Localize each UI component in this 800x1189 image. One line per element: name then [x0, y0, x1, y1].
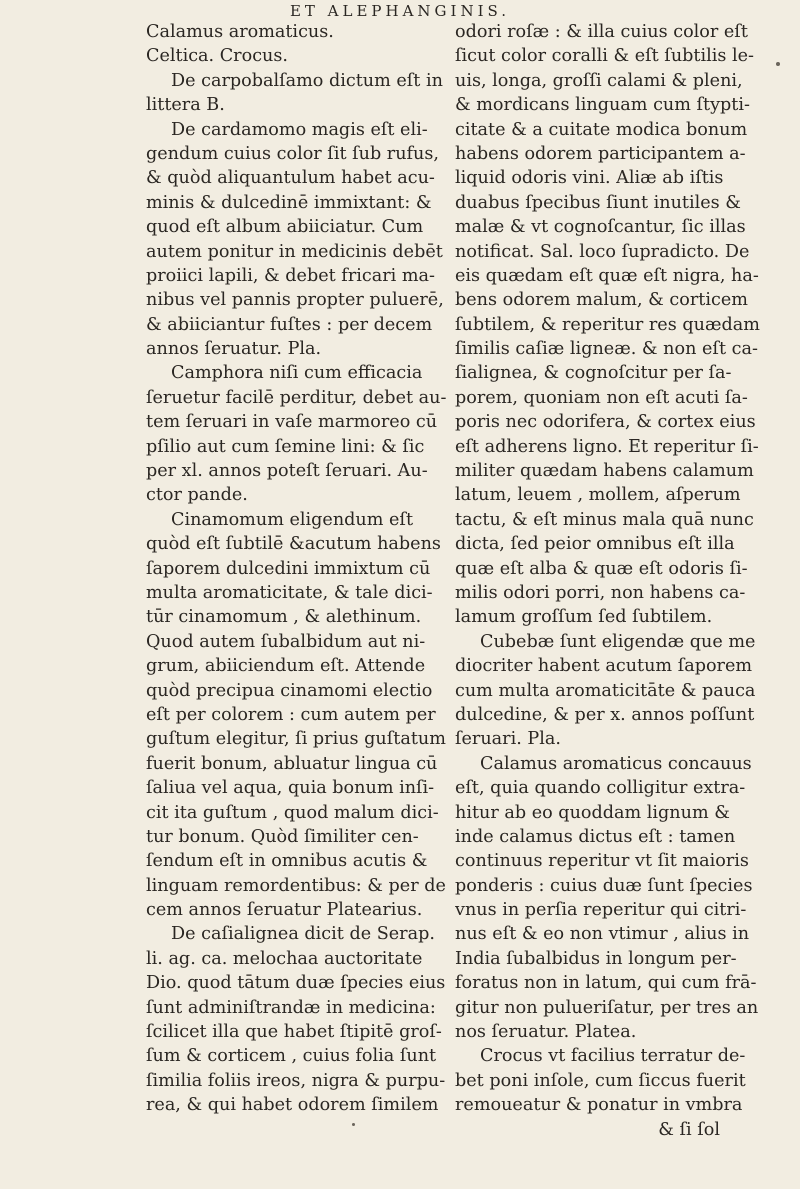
running-header: ET ALEPHANGINIS. — [289, 2, 511, 20]
text-line: annos ſeruatur. Pla. — [146, 339, 322, 360]
text-line: liquid odoris vini. Aliæ ab iſtis — [455, 168, 724, 189]
text-line: foratus non in latum, qui cum frā- — [455, 973, 757, 994]
text-line: ſcilicet illa que habet ſtipitē groſ- — [146, 1022, 442, 1043]
text-line: multa aromaticitate, & tale dici- — [146, 582, 433, 603]
text-line: per xl. annos poteſt ſeruari. Au- — [146, 461, 428, 482]
text-line: minis & dulcedinē immixtant: & — [146, 192, 432, 213]
text-line: malæ & vt cognoſcantur, ſic illas — [455, 217, 746, 238]
text-line: littera B. — [146, 95, 225, 116]
text-line: eis quædam eſt quæ eſt nigra, ha- — [455, 265, 759, 286]
text-line: cit ita guſtum , quod malum dici- — [146, 802, 439, 823]
text-line: tūr cinamomum , & alethinum. — [146, 607, 422, 628]
text-line: Cubebæ ſunt eligendæ que me — [480, 631, 756, 652]
text-line: ſimilia foliis ireos, nigra & purpu- — [146, 1070, 446, 1091]
text-line: bens odorem malum, & corticem — [455, 290, 748, 311]
right-text-column — [455, 20, 765, 1142]
text-line: militer quædam habens calamum — [455, 461, 754, 482]
text-line: ſeruetur facilē perditur, debet au- — [146, 387, 447, 408]
text-line: eſt, quia quando colligitur extra- — [455, 778, 746, 799]
text-line: nus eſt & eo non vtimur , alius in — [455, 924, 750, 945]
text-line: quod eſt album abiiciatur. Cum — [146, 217, 424, 238]
text-line: fuerit bonum, abluatur lingua cū — [146, 753, 438, 774]
text-line: India ſubalbidus in longum per- — [455, 948, 737, 969]
text-line: ſaporem dulcedini immixtum cū — [146, 558, 431, 579]
text-line: Dio. quod tātum duæ ſpecies eius — [146, 973, 446, 994]
text-line: ctor pande. — [146, 485, 248, 506]
text-line: ſubtilem, & reperitur res quædam — [455, 314, 760, 335]
text-line: ponderis : cuius duæ ſunt ſpecies — [455, 875, 753, 896]
text-line: pſilio aut cum ſemine lini: & ſic — [146, 436, 425, 457]
text-line: cum multa aromaticitāte & pauca — [455, 680, 756, 701]
text-line: & mordicans linguam cum ſtypti- — [455, 95, 750, 116]
text-line: li. ag. ca. melochaa auctoritate — [146, 948, 423, 969]
text-line: gendum cuius color ſit ſub rufus, — [146, 143, 440, 164]
text-line: vnus in perſia reperitur qui citri- — [455, 900, 747, 921]
text-line: inde calamus dictus eſt : tamen — [455, 826, 736, 847]
text-line: eſt per colorem : cum autem per — [146, 704, 436, 725]
text-line: ſicut color coralli & eſt ſubtilis le- — [455, 46, 754, 67]
text-line: rea, & qui habet odorem ſimilem — [146, 1095, 439, 1116]
text-line: cem annos ſeruatur Platearius. — [146, 900, 423, 921]
text-line: remoueatur & ponatur in vmbra — [455, 1095, 743, 1116]
text-line: duabus ſpecibus ſiunt inutiles & — [455, 192, 741, 213]
text-line: quæ eſt alba & quæ eſt odoris ſi- — [455, 558, 748, 579]
text-line: tactu, & eſt minus mala quā nunc — [455, 509, 754, 530]
text-line: Celtica. Crocus. — [146, 46, 288, 67]
text-line: proiici lapili, & debet fricari ma- — [146, 265, 435, 286]
text-line: Cinamomum eligendum eſt — [171, 509, 414, 530]
ink-speck — [776, 62, 780, 66]
text-line: tur bonum. Quòd ſimiliter cen- — [146, 826, 419, 847]
text-line: De cardamomo magis eſt eli- — [171, 119, 428, 140]
text-line: & ſi ſol — [658, 1119, 720, 1140]
text-line: ſunt adminiſtrandæ in medicina: — [146, 997, 436, 1018]
text-line: & abiiciantur fuſtes : per decem — [146, 314, 433, 335]
text-line: & quòd aliquantulum habet acu- — [146, 168, 435, 189]
text-line: eſt adherens ligno. Et reperitur ſi- — [455, 436, 759, 457]
text-line: notificat. Sal. loco ſupradicto. De — [455, 241, 750, 262]
text-line: latum, leuem , mollem, aſperum — [455, 485, 741, 506]
text-line: hitur ab eo quoddam lignum & — [455, 802, 730, 823]
text-line: linguam remordentibus: & per de — [146, 875, 446, 896]
text-line: dulcedine, & per x. annos poſſunt — [455, 704, 755, 725]
text-line: De caſialignea dicit de Serap. — [171, 924, 435, 945]
text-line: dicta, ſed peior omnibus eſt illa — [455, 534, 735, 555]
text-line: Crocus vt facilius terratur de- — [480, 1046, 746, 1067]
text-line: ſialignea, & cognoſcitur per ſa- — [455, 363, 732, 384]
text-line: uis, longa, groſſi calami & pleni, — [455, 70, 743, 91]
text-line: diocriter habent acutum ſaporem — [455, 656, 753, 677]
text-line: citate & a cuitate modica bonum — [455, 119, 748, 140]
text-line: ſendum eſt in omnibus acutis & — [146, 851, 428, 872]
text-line: guſtum elegitur, ſi prius guſtatum — [146, 729, 446, 750]
text-line: ſimilis caſiæ ligneæ. & non eſt ca- — [455, 339, 758, 360]
text-line: ſeruari. Pla. — [455, 729, 561, 750]
text-line: lamum groſſum ſed ſubtilem. — [455, 607, 713, 628]
text-line: nos ſeruatur. Platea. — [455, 1022, 637, 1043]
text-line: poris nec odorifera, & cortex eius — [455, 412, 756, 433]
text-line: gitur non pulueriſatur, per tres an — [455, 997, 759, 1018]
text-line: ſum & corticem , cuius folia ſunt — [146, 1046, 437, 1067]
text-line: quòd precipua cinamomi electio — [146, 680, 433, 701]
text-line: porem, quoniam non eſt acuti ſa- — [455, 387, 748, 408]
text-line: bet poni inſole, cum ſiccus fuerit — [455, 1070, 746, 1091]
text-line: Camphora niſi cum efficacia — [171, 363, 423, 384]
text-line: Calamus aromaticus concauus — [480, 753, 752, 774]
text-line: nibus vel pannis propter puluerē, — [146, 290, 444, 311]
text-line: tem ſeruari in vaſe marmoreo cū — [146, 412, 438, 433]
ink-speck — [352, 1123, 355, 1126]
text-line: autem ponitur in medicinis debēt — [146, 241, 443, 262]
left-text-column — [146, 20, 456, 1118]
text-line: habens odorem participantem a- — [455, 143, 746, 164]
text-line: ſaliua vel aqua, quia bonum inſi- — [146, 778, 435, 799]
text-line: continuus reperitur vt ſit maioris — [455, 851, 749, 872]
text-line: Calamus aromaticus. — [146, 22, 334, 42]
text-line: quòd eſt ſubtilē &acutum habens — [146, 534, 441, 555]
text-line: Quod autem ſubalbidum aut ni- — [146, 631, 426, 652]
text-line: De carpobalſamo dictum eſt in — [171, 70, 443, 91]
text-line: odori roſæ : & illa cuius color eſt — [455, 22, 748, 42]
text-line: milis odori porri, non habens ca- — [455, 582, 746, 603]
text-line: grum, abiiciendum eſt. Attende — [146, 656, 426, 677]
